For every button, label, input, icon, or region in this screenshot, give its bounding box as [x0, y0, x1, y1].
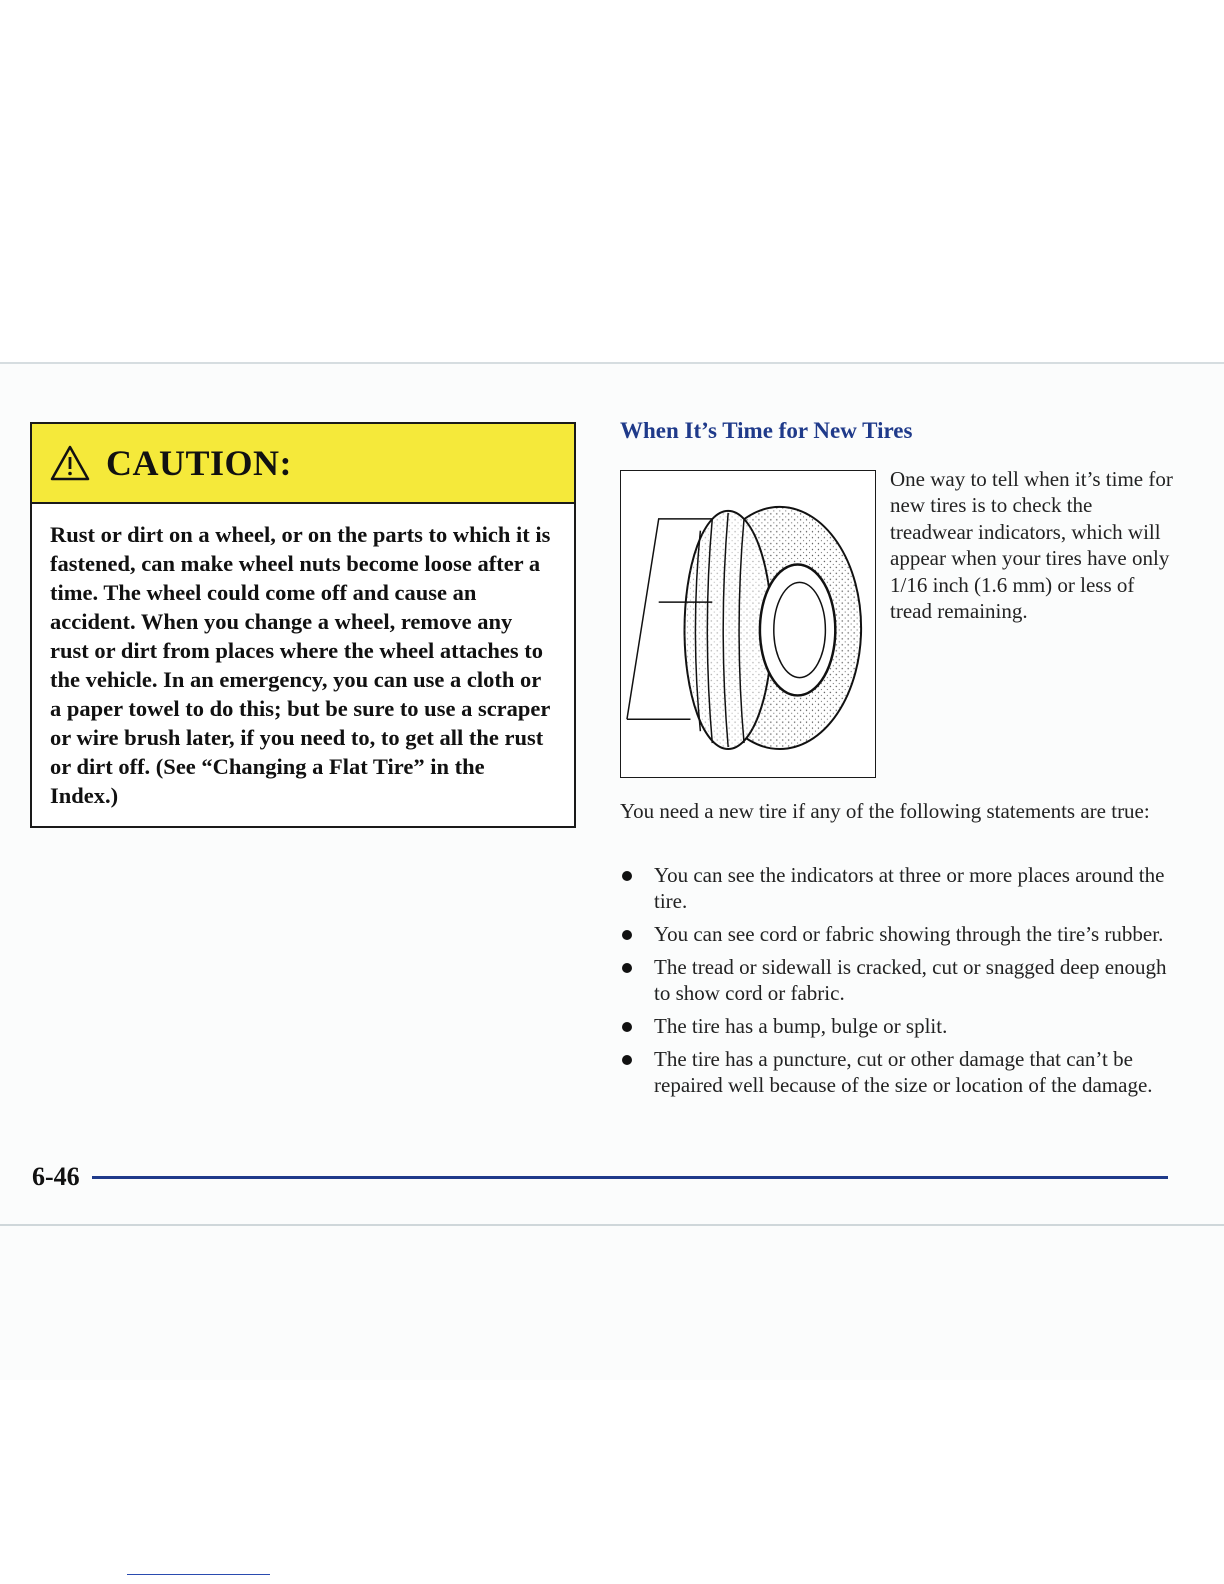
caution-header [32, 424, 574, 504]
warning-triangle-icon [50, 445, 90, 481]
bullet-icon [622, 963, 632, 973]
band-bottom-edge [0, 1224, 1224, 1226]
list-item: The tire has a puncture, cut or other damage that can’t be repaired well because of the size or location of the damage. [620, 1046, 1180, 1098]
lead-paragraph: You need a new tire if any of the following statements are true: [620, 799, 1150, 823]
page-number: 6-46 [32, 1162, 80, 1191]
bottom-link-underline [127, 1574, 270, 1575]
caution-title: CAUTION: [106, 443, 293, 483]
caution-body: Rust or dirt on a wheel, or on the parts to which it is fastened, can make wheel nuts become loose after a time. The wheel could come off and cause an accident. When you change a wheel, remove any rust or dirt from places where the wheel attaches to the vehicle. In an emergency, you can use a cloth or a paper towel to do this; but be sure to use a scraper or wire brush later, if you need to, to get all the rust or dirt off. (See “Changing a Flat Tire” in the Index.) [50, 522, 551, 808]
caution-box [30, 422, 576, 828]
tire-illustration [620, 470, 876, 778]
list-item: The tire has a bump, bulge or split. [620, 1013, 1180, 1039]
bullet-list [620, 862, 1180, 1105]
list-item: You can see the indicators at three or more places around the tire. [620, 862, 1180, 914]
footer-rule [92, 1176, 1168, 1179]
bullet-icon [622, 930, 632, 940]
intro-paragraph: One way to tell when it’s time for new tires is to check the treadwear indicators, which will appear when your tires have only 1/16 inch (1.6 mm) or less of tread remaining. [890, 467, 1173, 624]
list-item: The tread or sidewall is cracked, cut or snagged deep enough to show cord or fabric. [620, 954, 1180, 1006]
bullet-icon [622, 1022, 632, 1032]
section-heading: When It’s Time for New Tires [620, 418, 913, 443]
list-item: You can see cord or fabric showing through the tire’s rubber. [620, 921, 1180, 947]
tire-icon [621, 471, 875, 777]
bullet-icon [622, 1055, 632, 1065]
bullet-icon [622, 871, 632, 881]
